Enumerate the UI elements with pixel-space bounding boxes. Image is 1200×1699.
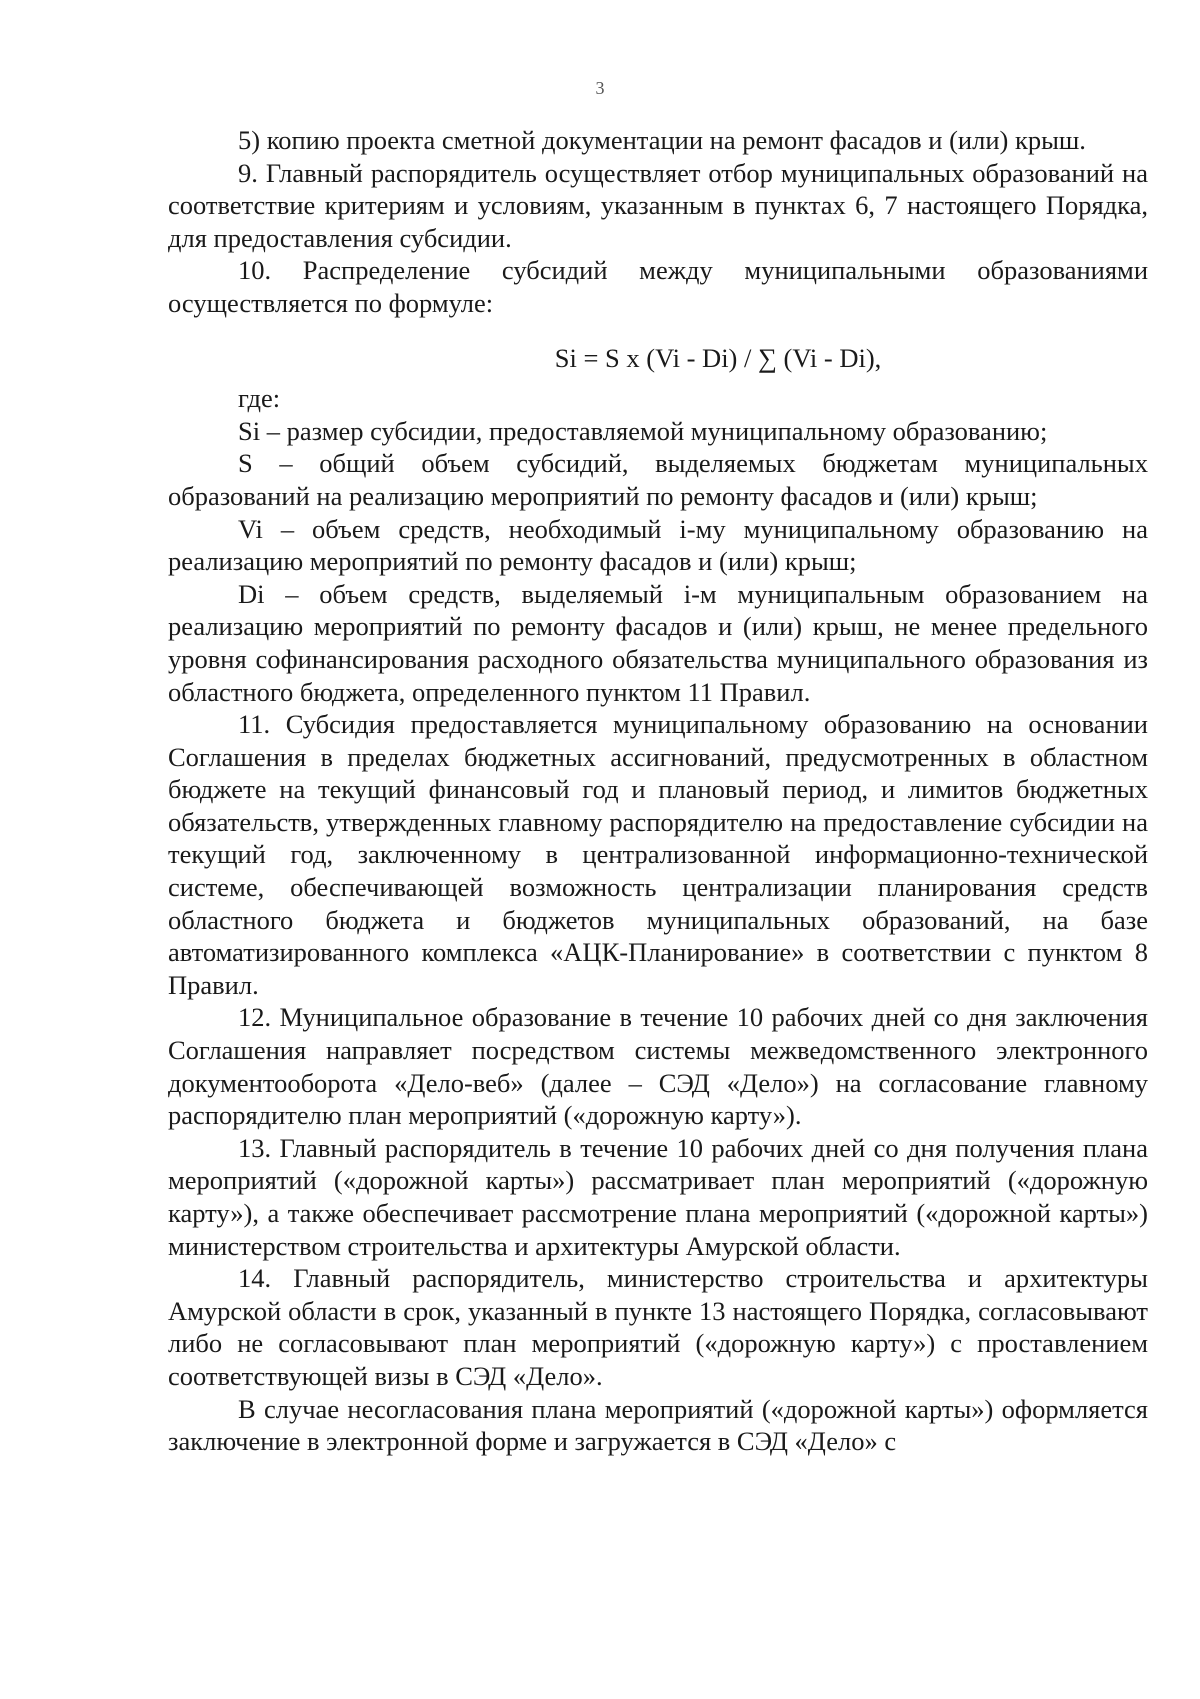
paragraph-clause-9: 9. Главный распорядитель осуществляет отбор муниципальных образований на соответствие критериям и условиям, указанным в пунктах 6, 7 настоящего Порядка, для предоставления субсидии.: [168, 157, 1148, 253]
definition-si: Si – размер субсидии, предоставляемой муниципальному образованию;: [238, 415, 1048, 446]
paragraph-clause-14: 14. Главный распорядитель, министерство строительства и архитектуры Амурской области в срок, указанный в пункте 13 настоящего Порядка, согласовывают либо не согласовывают план мероприятий («дорожную карту») с проставлением соответствующей визы в СЭД «Дело».: [168, 1263, 1148, 1391]
definition-vi: Vi – объем средств, необходимый i-му муниципальному образованию на реализацию мероприятий по ремонту фасадов и (или) крыш;: [168, 513, 1148, 577]
paragraph-clause-11: 11. Субсидия предоставляется муниципальному образованию на основании Соглашения в пределах бюджетных ассигнований, предусмотренных в областном бюджете на текущий финансовый год и плановый период, и лимитов бюджетных обязательств, утвержденных главному распорядителю на предоставление субсидии на текущий год, заключенному в централизованной информационно-технической системе, обеспечивающей возможность централизации планирования средств областного бюджета и бюджетов муниципальных образований, на базе автоматизированного комплекса «АЦК-Планирование» в соответствии с пунктом 8 Правил.: [168, 709, 1148, 1000]
paragraph-item-5: 5) копию проекта сметной документации на ремонт фасадов и (или) крыш.: [238, 125, 1086, 155]
paragraph-clause-13: 13. Главный распорядитель в течение 10 рабочих дней со дня получения плана мероприятий («дорожной карты») рассматривает план мероприятий («дорожную карту»), а также обеспечивает рассмотрение плана мероприятий («дорожной карты») министерством строительства и архитектуры Амурской области.: [168, 1132, 1148, 1261]
paragraph-clause-12: 12. Муниципальное образование в течение 10 рабочих дней со дня заключения Соглашения направляет посредством системы межведомственного электронного документооборота «Дело-веб» (далее – СЭД «Дело») на согласование главному распорядителю план мероприятий («дорожную карту»).: [168, 1002, 1148, 1131]
document-body: [168, 124, 1148, 1458]
formula-where-label: где:: [238, 383, 281, 414]
paragraph-non-approval: В случае несогласования плана мероприятий («дорожной карты») оформляется заключение в электронной форме и загружается в СЭД «Дело» с: [168, 1393, 1148, 1457]
definition-s: S – общий объем субсидий, выделяемых бюджетам муниципальных образований на реализацию мероприятий по ремонту фасадов и (или) крыш;: [168, 448, 1148, 511]
paragraph-clause-10: 10. Распределение субсидий между муниципальными образованиями осуществляется по формуле:: [168, 255, 1148, 318]
page-number: 3: [595, 78, 605, 98]
distribution-formula: Si = S x (Vi - Di) / ∑ (Vi - Di),: [554, 342, 882, 373]
definition-di: Di – объем средств, выделяемый i-м муниципальным образованием на реализацию мероприятий по ремонту фасадов и (или) крыш, не менее предельного уровня софинансирования расходного обязательства муниципального образования из областного бюджета, определенного пунктом 11 Правил.: [168, 578, 1148, 707]
